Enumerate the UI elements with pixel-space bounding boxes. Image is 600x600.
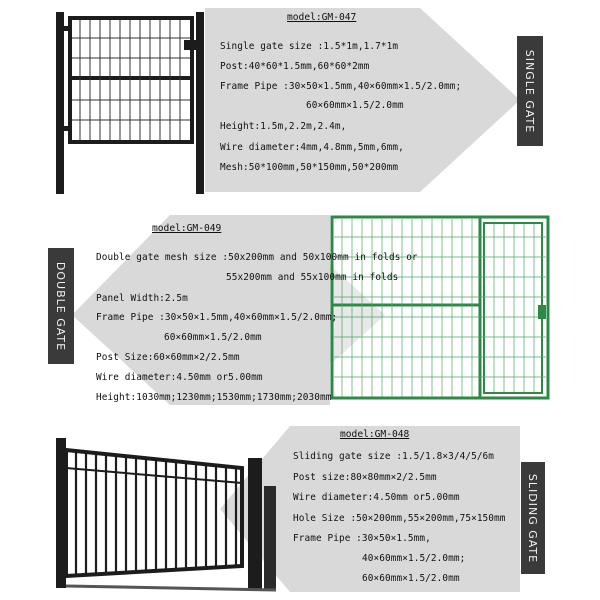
double-gate-image bbox=[328, 213, 553, 403]
double-gate-spec-5: 60×60mm×1.5/2.0mm bbox=[164, 332, 262, 343]
sliding-gate-spec-4: Hole Size :50×200mm,55×200mm,75×150mm bbox=[293, 513, 506, 524]
double-gate-spec-3: Panel Width:2.5m bbox=[96, 293, 188, 304]
double-gate-model: model:GM-049 bbox=[152, 223, 222, 234]
double-gate-spec-8: Height:1030mm;1230mm;1530mm;1730mm;2030mm bbox=[96, 392, 332, 403]
single-gate-spec-5: Height:1.5m,2.2m,2.4m, bbox=[220, 121, 347, 132]
sliding-gate-model: model:GM-048 bbox=[340, 429, 410, 440]
sliding-gate-spec-6: 40×60mm×1.5/2.0mm; bbox=[362, 553, 466, 564]
single-gate-banner: SINGLE GATE bbox=[517, 36, 543, 146]
double-gate-spec-4: Frame Pipe :30×50×1.5mm,40×60mm×1.5/2.0mm; bbox=[96, 312, 338, 323]
single-gate-spec-4: 60×60mm×1.5/2.0mm bbox=[306, 100, 404, 111]
sliding-gate-banner: SLIDING GATE bbox=[521, 462, 545, 574]
sliding-gate-spec-3: Wire diameter:4.50mm or5.00mm bbox=[293, 492, 460, 503]
double-gate-section bbox=[0, 205, 600, 410]
double-gate-banner: DOUBLE GATE bbox=[48, 248, 74, 364]
single-gate-spec-1: Single gate size :1.5*1m,1.7*1m bbox=[220, 41, 399, 52]
sliding-gate-spec-1: Sliding gate size :1.5/1.8×3/4/5/6m bbox=[293, 451, 495, 462]
single-gate-spec-3: Frame Pipe :30×50×1.5mm,40×60mm×1.5/2.0mm; bbox=[220, 81, 462, 92]
sliding-gate-section bbox=[0, 418, 600, 600]
double-gate-spec-1: Double gate mesh size :50x200mm and 50x100mm in folds or bbox=[96, 252, 418, 263]
single-gate-spec-2: Post:40*60*1.5mm,60*60*2mm bbox=[220, 61, 370, 72]
single-gate-spec-6: Wire diameter:4mm,4.8mm,5mm,6mm, bbox=[220, 142, 404, 153]
double-gate-spec-7: Wire diameter:4.50mm or5.00mm bbox=[96, 372, 263, 383]
sliding-gate-image bbox=[52, 428, 282, 598]
double-gate-spec-6: Post Size:60×60mm×2/2.5mm bbox=[96, 352, 240, 363]
single-gate-model: model:GM-047 bbox=[287, 12, 357, 23]
sliding-gate-spec-2: Post size:80×80mm×2/2.5mm bbox=[293, 472, 437, 483]
single-gate-section bbox=[0, 0, 600, 200]
double-gate-spec-2: 55x200mm and 55x100mm in folds bbox=[226, 272, 399, 283]
sliding-gate-spec-5: Frame Pipe :30×50×1.5mm, bbox=[293, 533, 431, 544]
single-gate-image bbox=[52, 8, 212, 198]
sliding-gate-spec-7: 60×60mm×1.5/2.0mm bbox=[362, 573, 460, 584]
single-gate-spec-7: Mesh:50*100mm,50*150mm,50*200mm bbox=[220, 162, 399, 173]
